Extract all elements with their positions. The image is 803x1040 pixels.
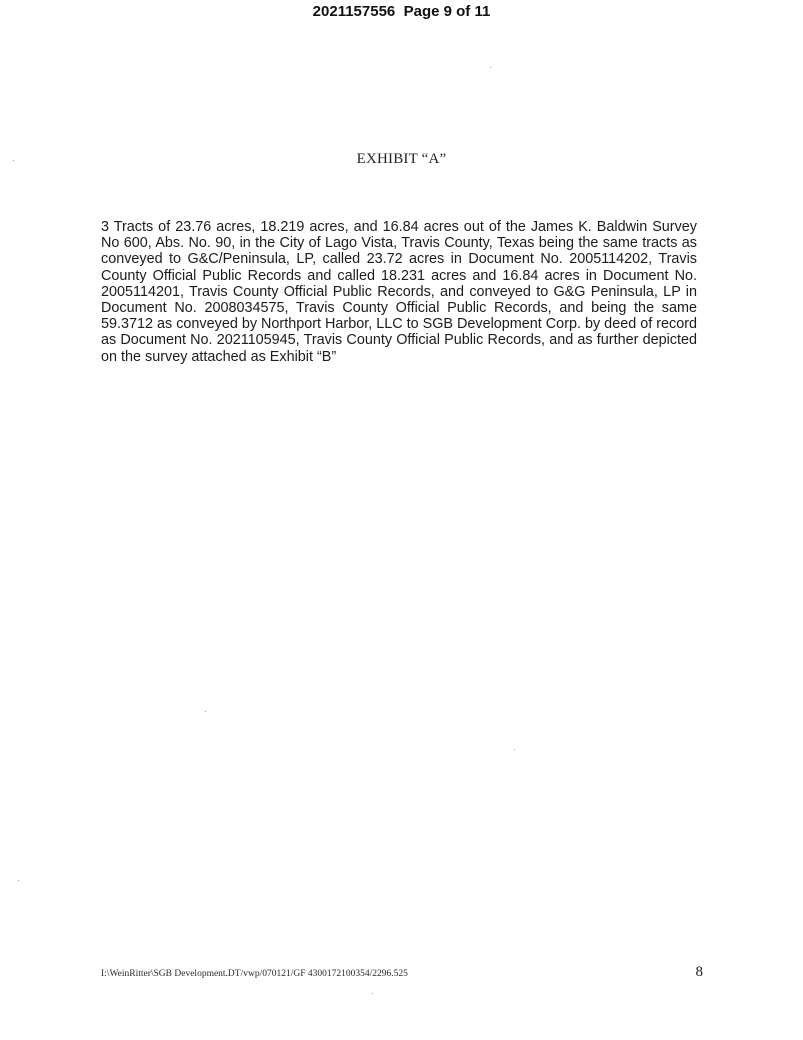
- recording-page-header: 2021157556 Page 9 of 11: [312, 3, 491, 20]
- legal-description-paragraph: 3 Tracts of 23.76 acres, 18.219 acres, and 16.84 acres out of the James K. Baldwin Survey No 600, Abs. No. 90, in the City of Lago Vista, Travis County, Texas being the same tracts as conveyed to G&C/Peninsula, LP, called 23.72 acres in Document No. 2005114202, Travis County Official Public Records and called 18.231 acres and 16.84 acres in Document No. 2005114201, Travis County Official Public Records, and conveyed to G&G Peninsula, LP in Document No. 2008034575, Travis County Official Public Records, and being the same 59.3712 as conveyed by Northport Harbor, LLC to SGB Development Corp. by deed of record as Document No. 2021105945, Travis County Official Public Records, and as further depicted on the survey attached as Exhibit “B”: [101, 219, 697, 365]
- scan-speck: [18, 880, 19, 881]
- scan-speck: [205, 711, 206, 712]
- exhibit-title: EXHIBIT “A”: [356, 151, 447, 167]
- footer-page-number: 8: [695, 964, 703, 980]
- footer-file-path: I:\WeinRitter\SGB Development.DT/vwp/070121/GF 4300172100354/2296.525: [101, 969, 408, 979]
- scan-speck: [372, 993, 373, 994]
- scan-speck: [514, 749, 515, 750]
- scan-speck: [13, 160, 14, 161]
- scan-speck: [490, 67, 491, 68]
